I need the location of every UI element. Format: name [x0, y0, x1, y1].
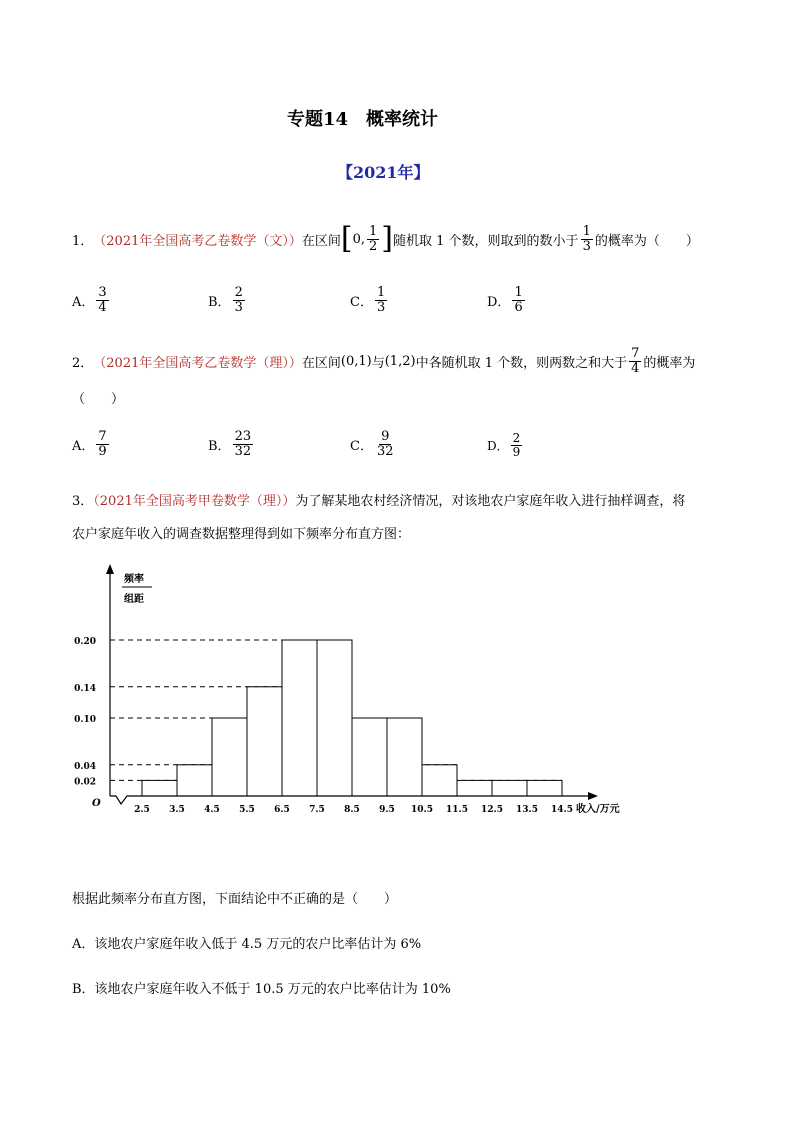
x-axis-arrow: [588, 792, 598, 800]
y-axis-label-bottom: 组距: [124, 594, 144, 605]
q1-interval-left: 0,: [352, 231, 366, 247]
x-tick-label: 14.5: [551, 805, 573, 815]
q2-text-1: 在区间: [301, 355, 341, 371]
q2-option-d[interactable]: [487, 432, 524, 458]
q2-interval-2: (1,2): [384, 353, 416, 369]
x-tick-label: 10.5: [411, 805, 433, 815]
q1-frac-den: 3: [582, 238, 591, 254]
q2-number: 2．: [72, 355, 94, 371]
q3-option-a[interactable]: A．该地农户家庭年收入低于 4.5 万元的农户比率估计为 6%: [72, 937, 422, 952]
option-label: C．: [350, 438, 373, 454]
option-label: D．: [487, 438, 509, 453]
option-num: 1: [376, 285, 386, 300]
question-2: [72, 344, 695, 378]
q2-blank: （ ）: [72, 392, 125, 407]
q2-source: （2021年全国高考乙卷数学（理））: [93, 355, 302, 371]
q2-interval-1: (0,1): [340, 353, 372, 369]
x-tick-label: 5.5: [239, 805, 255, 815]
option-den: 32: [376, 443, 394, 459]
option-num: 3: [98, 285, 107, 300]
option-label: B．: [208, 294, 231, 310]
option-num: 2: [512, 431, 521, 445]
histogram-bar: [527, 780, 562, 796]
q3-option-b[interactable]: B．该地农户家庭年收入不低于 10.5 万元的农户比率估计为 10%: [72, 982, 451, 997]
page-title: 专题14 概率统计: [287, 109, 439, 130]
q1-text-2: 随机取 1 个数，则取到的数小于: [393, 233, 579, 249]
x-tick-label: 6.5: [274, 805, 290, 815]
y-tick-label: 0.04: [74, 761, 96, 772]
x-tick-label: 13.5: [516, 805, 538, 815]
q2-option-b[interactable]: [208, 430, 255, 458]
option-den: 6: [514, 299, 523, 315]
option-label: C．: [350, 294, 373, 310]
option-num: 7: [98, 429, 107, 444]
y-axis-label-top: 频率: [124, 574, 144, 585]
x-tick-label: 2.5: [134, 805, 150, 815]
q1-interval-num: 1: [369, 223, 378, 239]
q1-option-a[interactable]: [72, 286, 111, 314]
histogram-bar: [142, 780, 177, 796]
option-den: 9: [98, 443, 107, 459]
x-axis: [110, 796, 592, 804]
q2-text-4: 的概率为: [643, 355, 696, 371]
q3-text-1: 为了解某地农村经济情况，对该地农户家庭年收入进行抽样调查，将: [295, 494, 686, 509]
q2-frac-num: 7: [631, 345, 640, 361]
q1-option-b[interactable]: [208, 286, 247, 314]
option-num: 2: [234, 285, 243, 300]
histogram-bar: [492, 780, 527, 796]
x-tick-label: 12.5: [481, 805, 503, 815]
x-tick-label: 4.5: [204, 805, 220, 815]
histogram-bar: [247, 687, 282, 796]
origin-label: O: [92, 798, 101, 809]
q2-option-a[interactable]: [72, 430, 111, 458]
x-tick-label: 8.5: [344, 805, 360, 815]
q3-question: 根据此频率分布直方图，下面结论中不正确的是（ ）: [72, 892, 398, 907]
option-num: 9: [381, 429, 390, 444]
question-1: [72, 222, 699, 256]
y-tick-label: 0.02: [74, 777, 96, 788]
q1-text-1: 在区间: [301, 233, 341, 249]
y-tick-label: 0.10: [74, 715, 96, 725]
q1-source: （2021年全国高考乙卷数学（文））: [93, 233, 302, 249]
x-tick-label: 3.5: [169, 805, 185, 815]
x-tick-label: 7.5: [309, 805, 325, 815]
q3-number: 3．: [72, 494, 94, 509]
histogram-bar: [457, 780, 492, 796]
histogram-bar: [282, 640, 317, 796]
histogram-bar: [352, 718, 387, 796]
option-num: 1: [514, 285, 523, 300]
q2-text-3: 中各随机取 1 个数，则两数之和大于: [415, 355, 628, 371]
question-3-line-2: 农户家庭年收入的调查数据整理得到如下频率分布直方图：: [72, 527, 411, 542]
option-label: B．: [208, 438, 231, 454]
option-num: 23: [234, 429, 252, 444]
histogram-bar: [317, 640, 352, 796]
x-tick-label: 11.5: [446, 805, 468, 815]
y-axis-arrow: [106, 564, 114, 574]
q2-fraction: [629, 347, 641, 375]
q1-fraction: [581, 225, 593, 253]
q2-text-2: 与: [371, 355, 385, 371]
q3-source: （2021年全国高考甲卷数学（理））: [93, 494, 296, 509]
option-label: A．: [72, 294, 95, 310]
q1-frac-num: 1: [582, 223, 591, 239]
histogram-bar: [177, 765, 212, 796]
y-tick-label: 0.14: [74, 683, 96, 694]
option-den: 4: [98, 299, 107, 315]
q1-interval-open-bracket: [: [340, 221, 353, 256]
q1-interval-den: 2: [369, 238, 378, 254]
option-den: 3: [234, 299, 243, 315]
question-3-line-1: [72, 490, 685, 509]
histogram-bar: [212, 718, 247, 796]
q1-interval-fraction: [367, 225, 379, 253]
histogram-bar: [422, 765, 457, 796]
year-heading: 【2021年】: [337, 163, 430, 182]
histogram-chart: [70, 560, 650, 830]
q1-number: 1．: [72, 233, 94, 249]
q2-option-c[interactable]: [350, 430, 398, 458]
x-tick-label: 9.5: [379, 805, 395, 815]
q2-frac-den: 4: [631, 360, 640, 376]
option-label: A．: [72, 438, 95, 454]
x-axis-label: 收入/万元: [576, 804, 620, 815]
q1-text-3: 的概率为（ ）: [594, 233, 699, 249]
q1-option-c[interactable]: [350, 286, 389, 314]
y-tick-label: 0.20: [74, 637, 96, 647]
histogram-bar: [387, 718, 422, 796]
q1-interval-close-bracket: ]: [381, 221, 394, 256]
q1-option-d[interactable]: [487, 286, 527, 314]
option-den: 32: [234, 443, 252, 459]
option-den: 9: [512, 444, 521, 459]
option-den: 3: [376, 299, 386, 315]
option-label: D．: [487, 294, 511, 310]
